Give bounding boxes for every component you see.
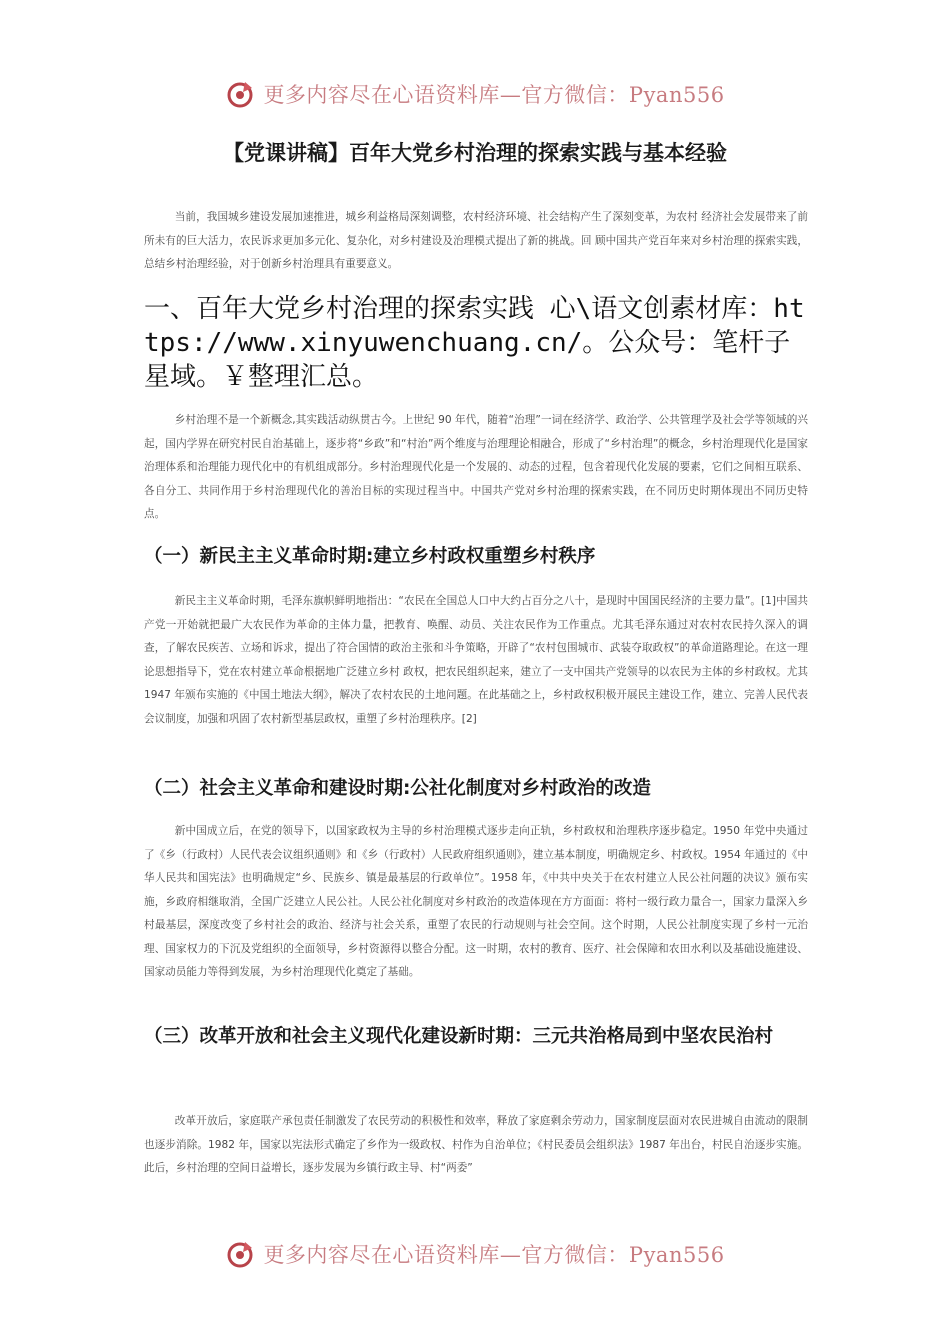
subsection-2-heading: （二）社会主义革命和建设时期:公社化制度对乡村政治的改造 xyxy=(144,778,651,799)
section-1-heading: 一、百年大党乡村治理的探索实践 心\语文创素材库：https://www.xinyuwenchuang.cn/。公众号：笔杆子星域。￥整理汇总。 xyxy=(144,294,805,392)
banner-text: 更多内容尽在心语资料库—官方微信：Pyan556 xyxy=(263,83,725,107)
seal-logo-icon xyxy=(225,1238,257,1270)
subsection-3-paragraph: 改革开放后，家庭联产承包责任制激发了农民劳动的积极性和效率，释放了家庭剩余劳动力，国家制度层面对农民进城自由流动的限制也逐步消除。1982 年，国家以宪法形式确定了乡作为一级政权、村作为自治单位；《村民委员会组织法》1987 年出台，村民自治逐步实施。此后，乡村治理的空间日益增长，逐步发展为乡镇行政主导、村“两委” xyxy=(144,1115,808,1174)
document-title: 【党课讲稿】百年大党乡村治理的探索实践与基本经验 xyxy=(223,141,727,165)
footer-banner xyxy=(0,1232,950,1276)
subsection-1-heading: （一）新民主主义革命时期:建立乡村政权重塑乡村秩序 xyxy=(144,546,596,567)
banner-text: 更多内容尽在心语资料库—官方微信：Pyan556 xyxy=(263,1243,725,1267)
header-banner xyxy=(0,72,950,116)
section-1-paragraph: 乡村治理不是一个新概念,其实践活动纵贯古今。上世纪 90 年代，随着“治理”一词在经济学、政治学、公共管理学及社会学等领域的兴起，国内学界在研究村民自治基础上，逐步将“乡政”和“村治”两个维度与治理理论相融合，形成了“乡村治理”的概念，乡村治理现代化是国家治理体系和治理能力现代化中的有机组成部分。乡村治理现代化是一个发展的、动态的过程，包含着现代化发展的要素，它们之间相互联系、各自分工、共同作用于乡村治理现代化的善治目标的实现过程当中。中国共产党对乡村治理的探索实践，在不同历史时期体现出不同历史特点。 xyxy=(144,414,808,520)
seal-logo-icon xyxy=(225,78,257,110)
intro-paragraph: 当前，我国城乡建设发展加速推进，城乡利益格局深刻调整，农村经济环境、社会结构产生了深刻变革，为农村 经济社会发展带来了前所未有的巨大活力，农民诉求更加多元化、复杂化，对乡村建设及治理模式提出了新的挑战。回 顾中国共产党百年来对乡村治理的探索实践，总结乡村治理经验，对于创新乡村治理具有重要意义。 xyxy=(144,211,808,270)
subsection-1-paragraph: 新民主主义革命时期，毛泽东旗帜鲜明地指出：“农民在全国总人口中大约占百分之八十，是现时中国国民经济的主要力量”。[1]中国共产党一开始就把最广大农民作为革命的主体力量，把教育、唤醒、动员、关注农民作为工作重点。尤其毛泽东通过对农村农民持久深入的调查，了解农民疾苦、立场和诉求，提出了符合国情的政治主张和斗争策略，开辟了“农村包围城市、武装夺取政权”的革命道路理论。在这一理论思想指导下，党在农村建立革命根据地广泛建立乡村 政权，把农民组织起来，建立了一支中国共产党领导的以农民为主体的乡村政权。尤其 1947 年颁布实施的《中国土地法大纲》，解决了农村农民的土地问题。在此基础之上，乡村政权积极开展民主建设工作，建立、完善人民代表会议制度，加强和巩固了农村新型基层政权，重塑了乡村治理秩序。[2] xyxy=(144,595,808,725)
subsection-2-paragraph: 新中国成立后，在党的领导下，以国家政权为主导的乡村治理模式逐步走向正轨，乡村政权和治理秩序逐步稳定。1950 年党中央通过了《乡（行政村）人民代表会议组织通则》和《乡（行政村）人民政府组织通则》，建立基本制度，明确规定乡、村政权。1954 年通过的《中华人民共和国宪法》也明确规定“乡、民族乡、镇是最基层的行政单位”。1958 年，《中共中央关于在农村建立人民公社问题的决议》颁布实施，乡政府相继取消，全国广泛建立人民公社。人民公社化制度对乡村政治的改造体现在方方面面：将村一级行政力量合一，国家力量深入乡村最基层，深度改变了乡村社会的政治、经济与社会关系，重塑了农民的行动规则与社会空间。这个时期，人民公社制度实现了乡村一元治理、国家权力的下沉及党组织的全面领导，乡村资源得以整合分配。这一时期，农村的教育、医疗、社会保障和农田水利以及基础设施建设、国家动员能力等得到发展，为乡村治理现代化奠定了基础。 xyxy=(144,825,808,978)
subsection-3-heading: （三）改革开放和社会主义现代化建设新时期：三元共治格局到中坚农民治村 xyxy=(144,1026,774,1047)
